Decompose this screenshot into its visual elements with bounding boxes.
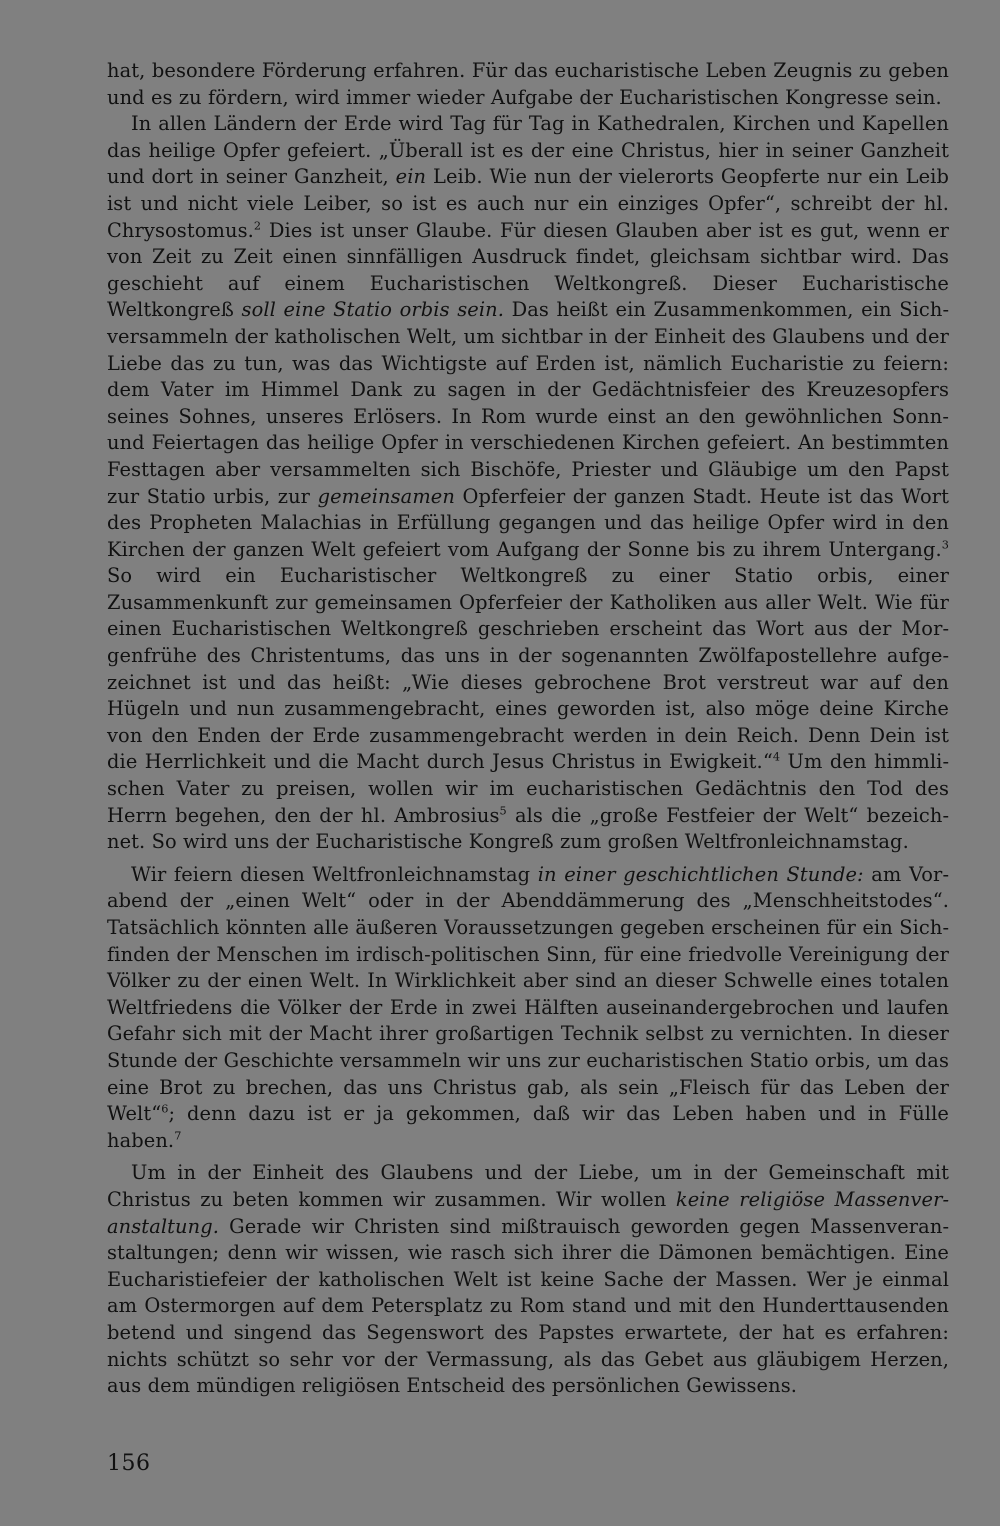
footnote-marker: 3 (941, 538, 949, 552)
text-run: In allen Ländern der Erde wird Tag für Tag in Kathedralen, Kirchen und Kapellen das heilige Opfer gefeiert. „Überall ist es der eine Christus, hier in seiner Ganzheit und dort in seiner Ganzheit, (107, 112, 949, 189)
text-run: Leib. Wie nun der vielerorts Geopferte nur ein Leib ist und nicht viele Leiber, so ist es auch nur ein einziges Opfer“, schreibt der hl. Chrysostomus. (107, 165, 949, 242)
paragraph-2 (107, 111, 949, 856)
footnote-marker: 5 (499, 804, 507, 818)
italic-text: ein (395, 165, 427, 189)
text-run: Gerade wir Christen sind mißtrauisch geworden gegen Massenveranstaltungen; denn wir wissen, wie rasch sich ihrer die Dämonen bemächtigen. Eine Eucharistiefeier der katholischen Welt ist keine Sache der Massen. Wer je einmal am Ostermorgen auf dem Petersplatz zu Rom stand und mit den Hunderttausenden betend und singend das Segenswort des Papstes erwartete, der hat es erfahren: nichts schützt so sehr vor der Vermassung, als das Gebet aus gläubigem Herzen, aus dem mündigen religiösen Entscheid des persönlichen Gewissens. (107, 1214, 949, 1398)
text-run: Das heißt ein Zusammenkommen, ein Sichversammeln der katholischen Welt, um sichtbar in der Einheit des Glaubens und der Liebe das zu tun, was das Wichtigste auf Erden ist, nämlich Eucharistie zu feiern: dem Vater im Himmel Dank zu sagen in der Gedächtnisfeier des Kreuzesopfers seines Sohnes, unseres Erlösers. In Rom wurde einst an den gewöhnlichen Sonn- und Feiertagen das heilige Opfer in verschiedenen Kirchen gefeiert. An bestimmten Festtagen aber versammelten sich Bischöfe, Priester und Gläubige um den Papst zur Statio urbis, zur (107, 298, 949, 508)
text-run: Dies ist unser Glaube. Für diesen Glauben aber ist es gut, wenn er von Zeit zu Zeit einen sinnfälligen Ausdruck findet, gleichsam sichtbar wird. Das geschieht auf einem Eucharistischen Weltkongreß. Dieser Eucharistische Weltkongreß (107, 218, 949, 322)
footnote-marker: 7 (174, 1129, 182, 1143)
page-number: 156 (107, 1451, 151, 1476)
paragraph-1 (107, 58, 949, 111)
italic-text: in einer geschichtlichen Stunde: (537, 862, 864, 886)
footnote-marker: 2 (253, 219, 262, 233)
italic-text: keine religiöse Massenveranstaltung. (107, 1187, 950, 1238)
text-run: Um den himmlischen Vater zu preisen, wollen wir im eucharistischen Gedächtnis den Tod des Herrn begehen, den der hl. Ambrosius (107, 750, 949, 827)
footnote-marker: 4 (772, 750, 781, 764)
paragraph-3 (107, 862, 949, 1155)
text-run: Wir feiern diesen Weltfronleichnamstag (131, 862, 538, 886)
page-body (107, 58, 949, 1400)
text-run: ; denn dazu ist er ja gekommen, daß wir das Leben haben und in Fülle haben. (107, 1102, 949, 1152)
text-run: als die „große Festfeier der Welt“ bezeichnet. So wird uns der Eucharistische Kongreß zum großen Weltfronleichnamstag. (107, 803, 949, 854)
text-run: hat, besondere Förderung erfahren. Für das eucharistische Leben Zeugnis zu geben und es zu fördern, wird immer wieder Aufgabe der Eucharistischen Kongresse sein. (107, 59, 949, 109)
text-run: Um in der Einheit des Glaubens und der Liebe, um in der Gemeinschaft mit Christus zu beten kommen wir zusammen. Wir wollen (107, 1161, 949, 1211)
italic-text: soll eine Statio orbis sein. (241, 298, 504, 322)
italic-text: gemeinsamen (317, 484, 455, 508)
text-run: So wird ein Eucharistischer Weltkongreß zu einer Statio orbis, einer Zusammenkunft zur gemeinsamen Opferfeier der Katholiken aus aller Welt. Wie für einen Eucharistischen Weltkongreß geschrieben erscheint das Wort aus der Morgenfrühe des Christentums, das uns in der sogenannten Zwölfapostellehre aufgezeichnet ist und das heißt: „Wie dieses gebrochene Brot verstreut war auf den Hügeln und nun zusammengebracht, eines geworden ist, also möge deine Kirche von den Enden der Erde zusammengebracht werden in dein Reich. Denn Dein ist die Herrlichkeit und die Macht durch Jesus Christus in Ewigkeit.“ (107, 564, 949, 774)
paragraph-4 (107, 1160, 949, 1399)
text-run: Opferfeier der ganzen Stadt. Heute ist das Wort des Propheten Malachias in Erfüllung gegangen und das heilige Opfer wird in den Kirchen der ganzen Welt gefeiert vom Aufgang der Sonne bis zu ihrem Untergang. (107, 484, 949, 561)
footnote-marker: 6 (161, 1102, 169, 1116)
text-run: am Vorabend der „einen Welt“ oder in der Abenddämmerung des „Menschheitstodes“. Tatsächlich könnten alle äußeren Voraussetzungen gegeben erscheinen für ein Sichfinden der Menschen im irdisch-politischen Sinn, für eine friedvolle Vereinigung der Völker zu der einen Welt. In Wirklichkeit aber sind an dieser Schwelle eines totalen Weltfriedens die Völker der Erde in zwei Hälften auseinandergebrochen und laufen Gefahr sich mit der Macht ihrer großartigen Technik selbst zu vernichten. In dieser Stunde der Geschichte versammeln wir uns zur eucharistischen Statio orbis, um das eine Brot zu brechen, das uns Christus gab, als sein „Fleisch für das Leben der Welt“ (107, 862, 949, 1126)
